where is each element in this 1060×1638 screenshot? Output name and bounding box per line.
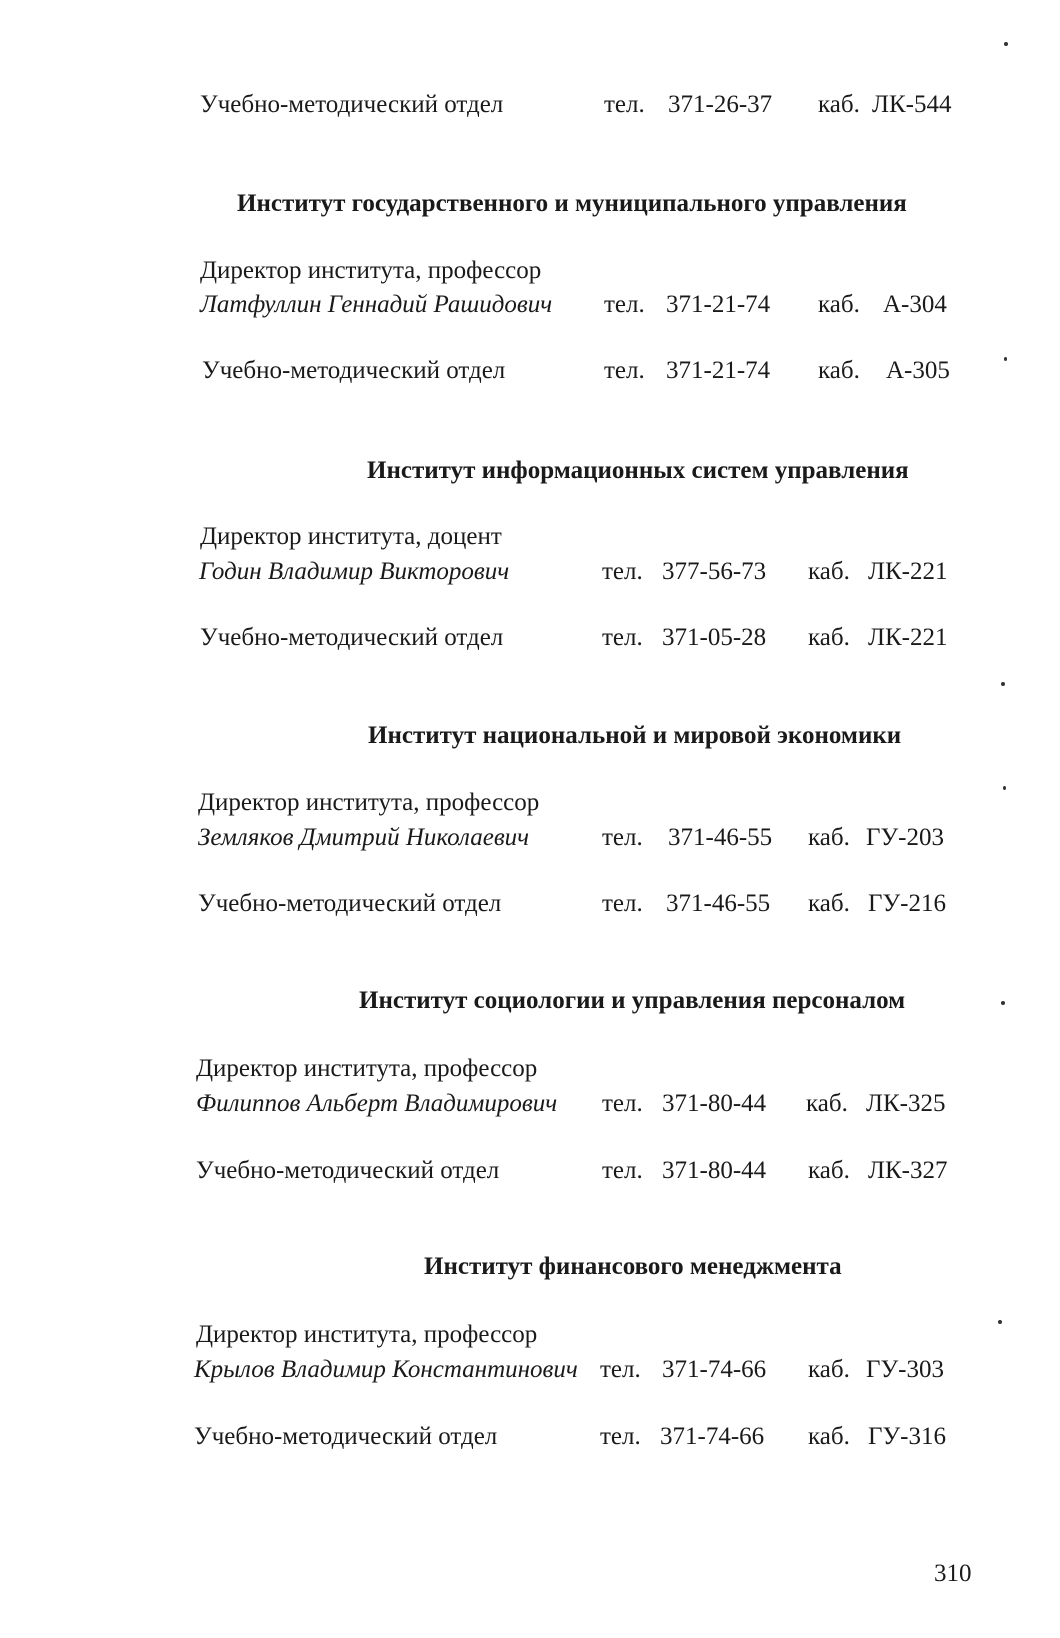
director-title: Директор института, профессор [196,1055,538,1082]
dept-tel-label: тел. [602,1157,643,1184]
dept-room-label: каб. [808,890,850,917]
director-name: Годин Владимир Викторович [199,558,510,585]
dept-room: А-305 [886,357,950,384]
section-title: Институт национальной и мировой экономики [368,722,902,749]
dept-label: Учебно-методический отдел [200,624,504,651]
dept-room: ГУ-216 [868,890,946,917]
director-room: А-304 [883,291,947,318]
page-number: 310 [934,1560,972,1587]
director-room-label: каб. [808,558,850,585]
director-title: Директор института, профессор [200,257,542,284]
dept-tel: 371-21-74 [666,357,771,384]
dept-tel: 371-74-66 [660,1423,765,1450]
director-tel-label: тел. [604,291,645,318]
director-name: Крылов Владимир Константинович [194,1356,578,1383]
scan-speck [998,1320,1002,1324]
dept-tel-label: тел. [604,357,645,384]
scan-speck [1004,357,1007,361]
director-tel-label: тел. [602,558,643,585]
director-tel-label: тел. [602,824,643,851]
section-title: Институт информационных систем управления [367,457,909,484]
dept-tel-label: тел. [602,890,643,917]
director-room: ГУ-203 [866,824,944,851]
director-room: ГУ-303 [866,1356,944,1383]
dept-room-label: каб. [808,1157,850,1184]
dept-room: ГУ-316 [868,1423,946,1450]
dept-tel: 371-46-55 [666,890,771,917]
section-title: Институт социологии и управления персоналом [359,987,906,1014]
director-room-label: каб. [818,291,860,318]
dept-room: ЛК-327 [868,1157,948,1184]
dept-tel: 371-05-28 [662,624,767,651]
section-title: Институт финансового менеджмента [424,1253,842,1280]
top-dept-tel: 371-26-37 [668,91,773,118]
top-dept-room: ЛК-544 [872,91,952,118]
director-tel: 371-74-66 [662,1356,767,1383]
director-name: Латфуллин Геннадий Рашидович [200,291,553,318]
dept-room-label: каб. [818,357,860,384]
dept-label: Учебно-методический отдел [194,1423,498,1450]
director-tel-label: тел. [602,1090,643,1117]
director-tel: 371-21-74 [666,291,771,318]
dept-room: ЛК-221 [868,624,948,651]
director-tel: 371-80-44 [662,1090,767,1117]
director-room-label: каб. [806,1090,848,1117]
dept-label: Учебно-методический отдел [198,890,502,917]
director-title: Директор института, профессор [196,1321,538,1348]
director-room-label: каб. [808,1356,850,1383]
director-room: ЛК-221 [868,558,948,585]
director-tel: 371-46-55 [668,824,773,851]
top-dept-label: Учебно-методический отдел [200,91,504,118]
director-room-label: каб. [808,824,850,851]
director-name: Филиппов Альберт Владимирович [196,1090,558,1117]
dept-tel-label: тел. [600,1423,641,1450]
dept-label: Учебно-методический отдел [202,357,506,384]
dept-room-label: каб. [808,624,850,651]
scan-speck [1004,42,1008,46]
dept-tel-label: тел. [602,624,643,651]
director-title: Директор института, профессор [198,789,540,816]
director-tel: 377-56-73 [662,558,767,585]
top-dept-tel-label: тел. [604,91,645,118]
dept-tel: 371-80-44 [662,1157,767,1184]
director-name: Земляков Дмитрий Николаевич [198,824,530,851]
dept-room-label: каб. [808,1423,850,1450]
top-dept-room-label: каб. [818,91,860,118]
section-title: Институт государственного и муниципального управления [237,190,907,217]
director-room: ЛК-325 [866,1090,946,1117]
director-tel-label: тел. [600,1356,641,1383]
director-title: Директор института, доцент [200,523,502,550]
dept-label: Учебно-методический отдел [196,1157,500,1184]
scan-speck [1001,1001,1005,1005]
scan-speck [1003,786,1006,790]
scan-speck [1001,682,1005,686]
